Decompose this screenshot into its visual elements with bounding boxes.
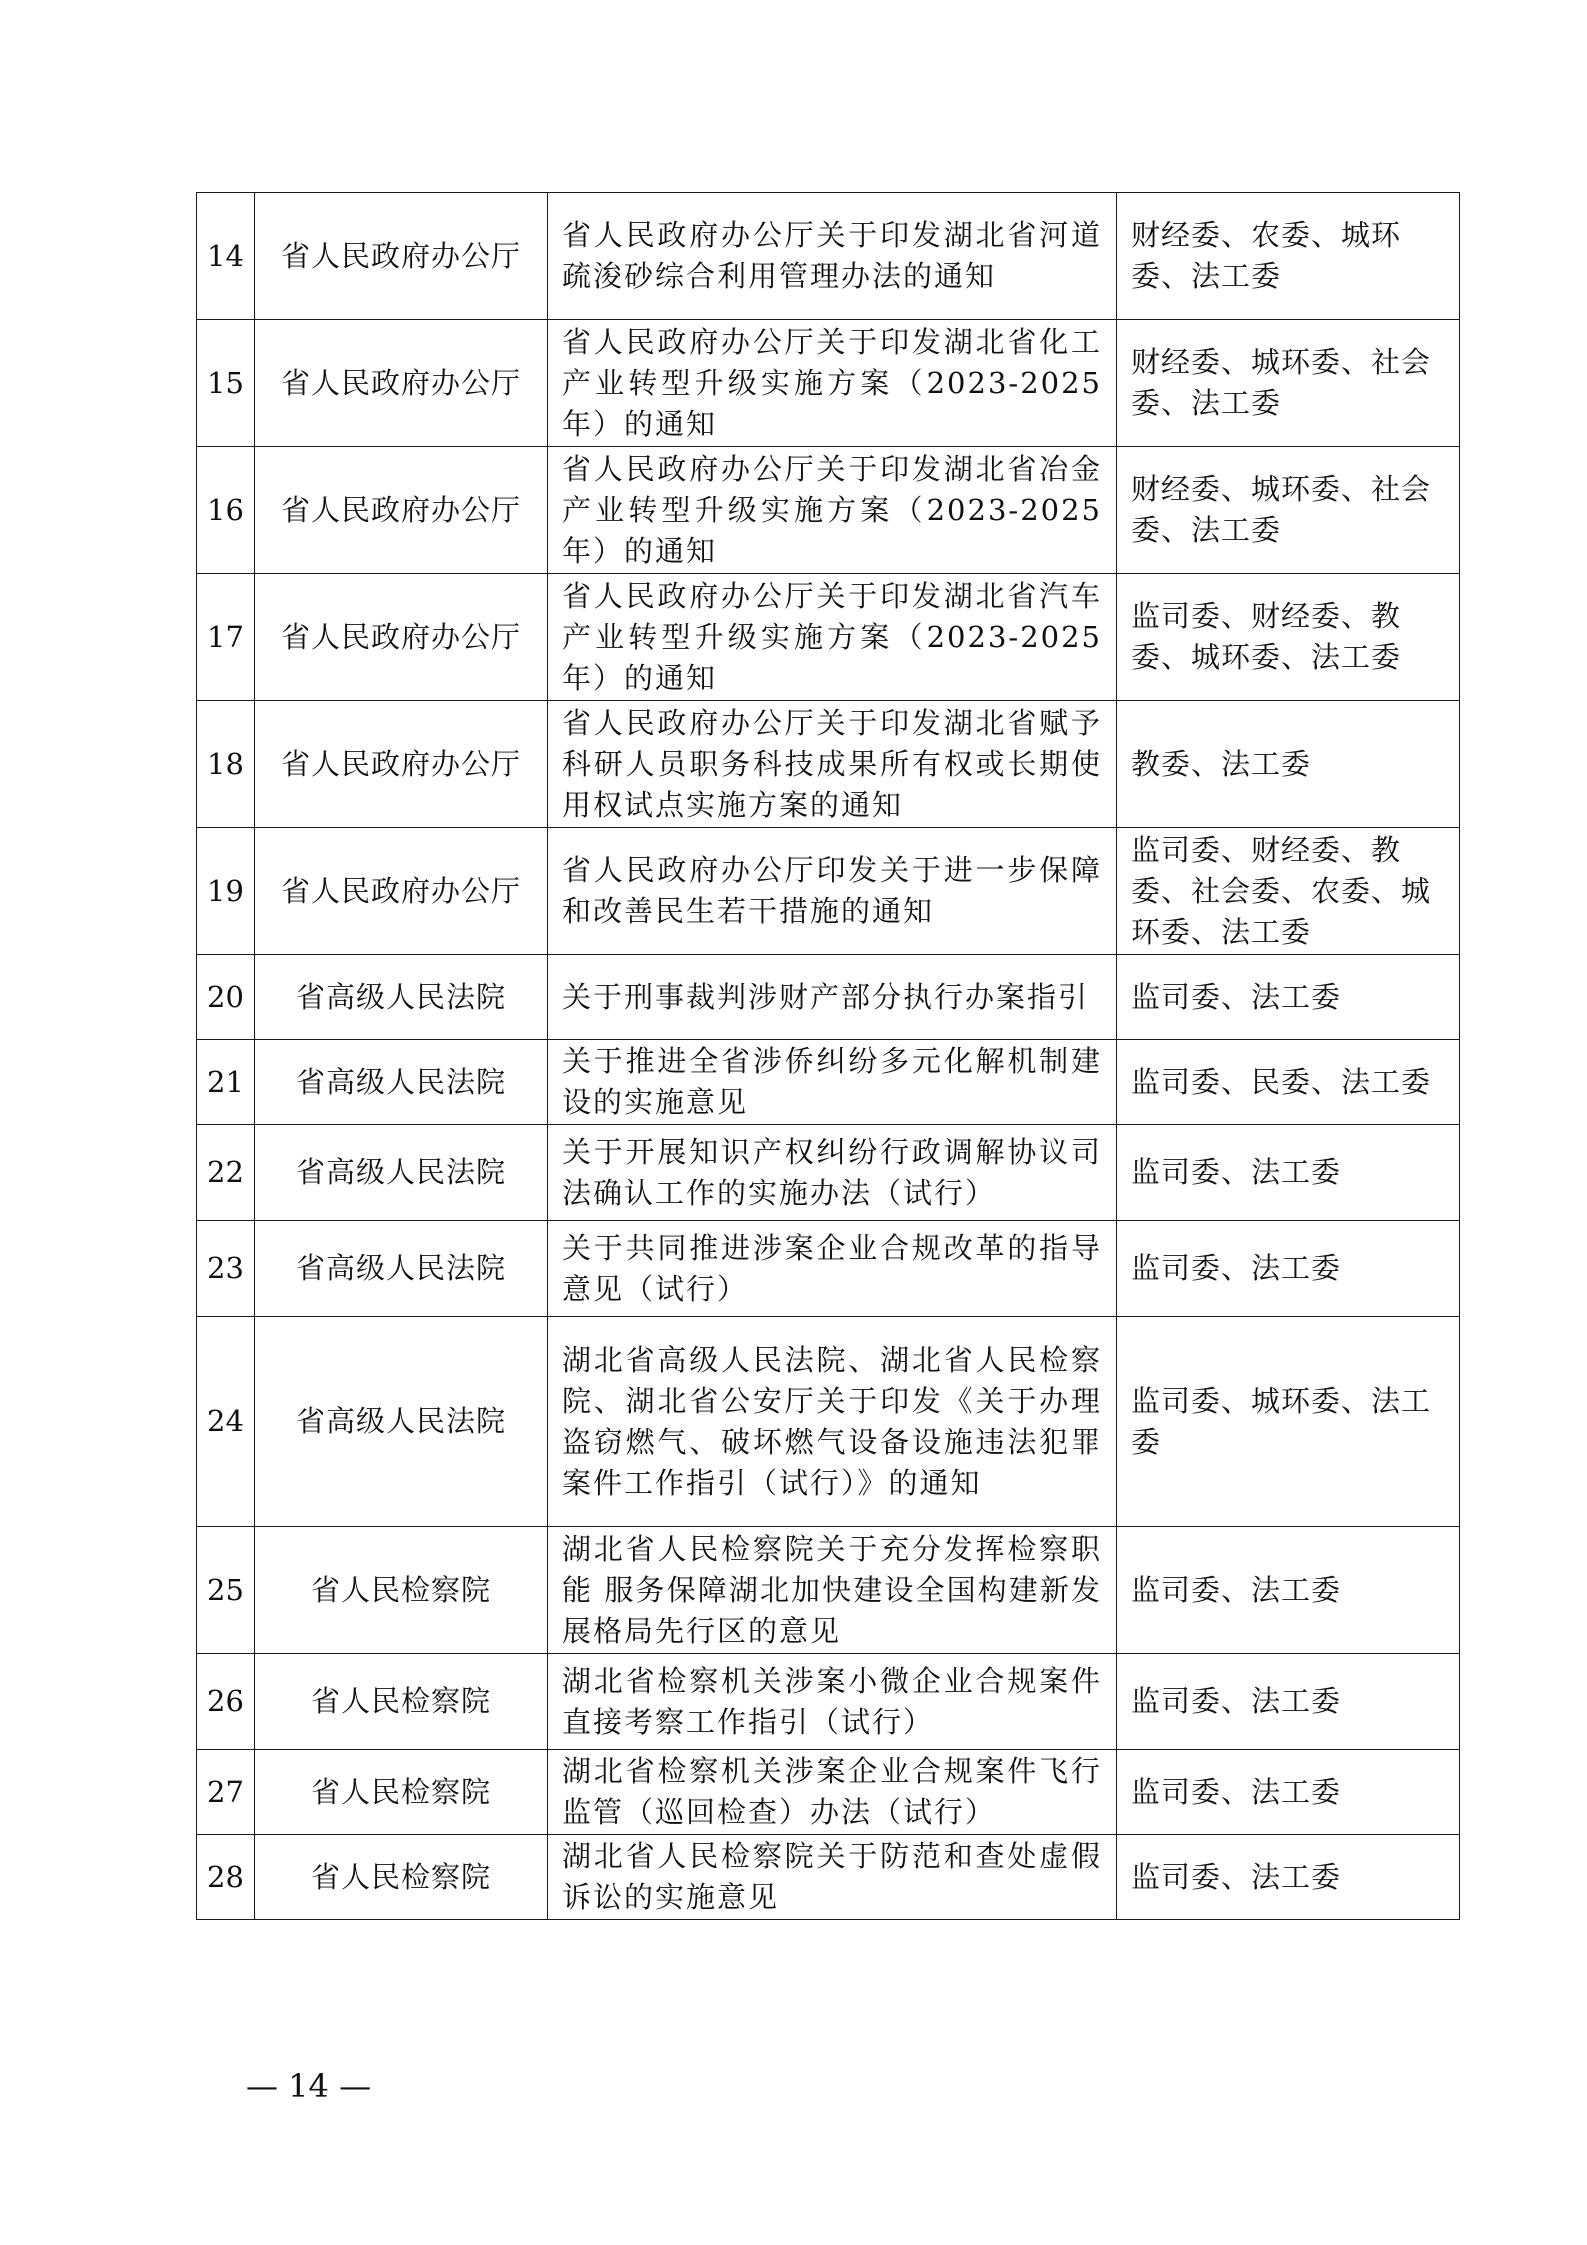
table-row [197,1040,1460,1125]
issuing-organization: 省人民检察院 [255,1654,548,1750]
row-number: 23 [197,1221,255,1317]
document-title: 省人民政府办公厅关于印发湖北省河道疏浚砂综合利用管理办法的通知 [548,193,1117,320]
document-title: 省人民政府办公厅关于印发湖北省汽车产业转型升级实施方案（2023-2025年）的通知 [548,574,1117,701]
issuing-organization: 省人民检察院 [255,1527,548,1654]
table-row [197,1750,1460,1835]
document-title: 湖北省高级人民法院、湖北省人民检察院、湖北省公安厅关于印发《关于办理盗窃燃气、破坏燃气设备设施违法犯罪案件工作指引（试行）》的通知 [548,1317,1117,1527]
document-title: 湖北省检察机关涉案小微企业合规案件直接考察工作指引（试行） [548,1654,1117,1750]
issuing-organization: 省人民政府办公厅 [255,193,548,320]
document-title: 湖北省人民检察院关于充分发挥检察职能 服务保障湖北加快建设全国构建新发展格局先行区的意见 [548,1527,1117,1654]
table-row [197,1835,1460,1920]
row-number: 28 [197,1835,255,1920]
issuing-organization: 省人民政府办公厅 [255,320,548,447]
document-title: 关于刑事裁判涉财产部分执行办案指引 [548,955,1117,1040]
row-number: 17 [197,574,255,701]
responsible-committees: 监司委、法工委 [1117,1527,1460,1654]
responsible-committees: 监司委、财经委、教委、城环委、法工委 [1117,574,1460,701]
responsible-committees: 监司委、法工委 [1117,955,1460,1040]
responsible-committees: 监司委、城环委、法工委 [1117,1317,1460,1527]
issuing-organization: 省人民政府办公厅 [255,447,548,574]
responsible-committees: 监司委、法工委 [1117,1654,1460,1750]
table-row [197,828,1460,955]
row-number: 21 [197,1040,255,1125]
issuing-organization: 省高级人民法院 [255,1317,548,1527]
document-title: 省人民政府办公厅印发关于进一步保障和改善民生若干措施的通知 [548,828,1117,955]
document-title: 关于开展知识产权纠纷行政调解协议司法确认工作的实施办法（试行） [548,1125,1117,1221]
table-row [197,1527,1460,1654]
row-number: 18 [197,701,255,828]
row-number: 26 [197,1654,255,1750]
table-row [197,1221,1460,1317]
table-row [197,447,1460,574]
table-body [197,193,1460,1920]
document-title: 省人民政府办公厅关于印发湖北省冶金产业转型升级实施方案（2023-2025年）的通知 [548,447,1117,574]
row-number: 19 [197,828,255,955]
issuing-organization: 省高级人民法院 [255,955,548,1040]
responsible-committees: 监司委、法工委 [1117,1750,1460,1835]
responsible-committees: 财经委、城环委、社会委、法工委 [1117,320,1460,447]
responsible-committees: 监司委、法工委 [1117,1221,1460,1317]
issuing-organization: 省高级人民法院 [255,1221,548,1317]
document-list-table [196,192,1460,1920]
issuing-organization: 省高级人民法院 [255,1040,548,1125]
table-row [197,193,1460,320]
issuing-organization: 省人民检察院 [255,1750,548,1835]
responsible-committees: 教委、法工委 [1117,701,1460,828]
table-row [197,1317,1460,1527]
row-number: 15 [197,320,255,447]
document-title: 关于推进全省涉侨纠纷多元化解机制建设的实施意见 [548,1040,1117,1125]
page-number: — 14 — [246,2067,372,2105]
table-row [197,955,1460,1040]
document-title: 关于共同推进涉案企业合规改革的指导意见（试行） [548,1221,1117,1317]
row-number: 22 [197,1125,255,1221]
document-title: 湖北省人民检察院关于防范和查处虚假诉讼的实施意见 [548,1835,1117,1920]
responsible-committees: 监司委、民委、法工委 [1117,1040,1460,1125]
document-title: 湖北省检察机关涉案企业合规案件飞行监管（巡回检查）办法（试行） [548,1750,1117,1835]
issuing-organization: 省人民政府办公厅 [255,574,548,701]
responsible-committees: 监司委、财经委、教委、社会委、农委、城环委、法工委 [1117,828,1460,955]
table-row [197,574,1460,701]
responsible-committees: 监司委、法工委 [1117,1125,1460,1221]
row-number: 16 [197,447,255,574]
issuing-organization: 省人民政府办公厅 [255,701,548,828]
responsible-committees: 监司委、法工委 [1117,1835,1460,1920]
table-row [197,701,1460,828]
document-title: 省人民政府办公厅关于印发湖北省赋予科研人员职务科技成果所有权或长期使用权试点实施方案的通知 [548,701,1117,828]
document-title: 省人民政府办公厅关于印发湖北省化工产业转型升级实施方案（2023-2025年）的通知 [548,320,1117,447]
row-number: 24 [197,1317,255,1527]
table-row [197,1125,1460,1221]
row-number: 14 [197,193,255,320]
row-number: 20 [197,955,255,1040]
responsible-committees: 财经委、农委、城环委、法工委 [1117,193,1460,320]
row-number: 25 [197,1527,255,1654]
issuing-organization: 省高级人民法院 [255,1125,548,1221]
issuing-organization: 省人民政府办公厅 [255,828,548,955]
issuing-organization: 省人民检察院 [255,1835,548,1920]
responsible-committees: 财经委、城环委、社会委、法工委 [1117,447,1460,574]
table-row [197,1654,1460,1750]
row-number: 27 [197,1750,255,1835]
table-row [197,320,1460,447]
